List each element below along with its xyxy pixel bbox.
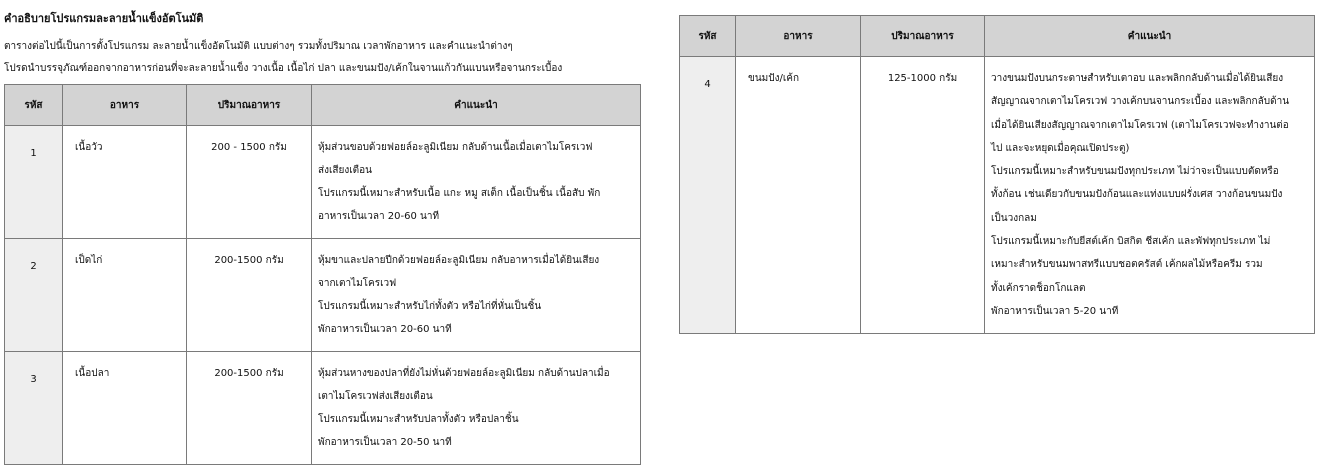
intro-line-2: โปรดนำบรรจุภัณฑ์ออกจากอาหารก่อนที่จะละลายน้ำแข็ง วางเนื้อ เนื้อไก่ ปลา และขนมปัง/เค้กในจานแก้วกันแบนหรือจานกระเบื้อง	[4, 63, 563, 74]
row-amount: 200-1500 กรัม	[187, 352, 312, 465]
section-heading: คำอธิบายโปรแกรมละลายน้ำแข็งอัตโนมัติ	[4, 12, 204, 25]
table-row	[5, 352, 641, 465]
header-food: อาหาร	[736, 16, 861, 57]
defrost-table-left	[4, 84, 641, 465]
row-amount: 200 - 1500 กรัม	[187, 126, 312, 239]
defrost-table-right	[679, 15, 1315, 334]
instruction-line: เหมาะสำหรับขนมพาสทรีแบบชอตครัสต์ เค้กผลไม้หรือครีม รวม	[991, 259, 1263, 271]
instruction-line: พักอาหารเป็นเวลา 20-50 นาที	[318, 437, 452, 448]
instruction-line: พักอาหารเป็นเวลา 20-60 นาที	[318, 324, 452, 335]
table-row	[680, 57, 1315, 334]
row-code: 2	[5, 239, 63, 352]
row-amount: 125-1000 กรัม	[861, 57, 985, 334]
instruction-line: ไป และจะหยุดเมื่อคุณเปิดประตู)	[991, 142, 1130, 154]
table-header-row	[680, 16, 1315, 57]
row-instructions	[985, 57, 1315, 334]
instruction-line: ทั้งเค้กราดช็อกโกแลต	[991, 282, 1086, 294]
instruction-line: เป็นวงกลม	[991, 212, 1037, 224]
row-food: เนื้อปลา	[63, 352, 187, 465]
row-instructions	[312, 239, 641, 352]
instruction-line: หุ้มส่วนขอบด้วยฟอยล์อะลูมิเนียม กลับด้านเนื้อเมื่อเตาไมโครเวฟ	[318, 142, 593, 153]
header-amount: ปริมาณอาหาร	[187, 85, 312, 126]
header-amount: ปริมาณอาหาร	[861, 16, 985, 57]
instruction-line: ส่งเสียงเตือน	[318, 165, 373, 176]
header-food: อาหาร	[63, 85, 187, 126]
instruction-line: โปรแกรมนี้เหมาะสำหรับปลาทั้งตัว หรือปลาชิ้น	[318, 414, 519, 425]
row-food: ขนมปัง/เค้ก	[736, 57, 861, 334]
table-row	[5, 239, 641, 352]
instruction-line: วางขนมปังบนกระดาษสำหรับเตาอบ และพลิกกลับด้านเมื่อได้ยินเสียง	[991, 73, 1284, 84]
instruction-line: หุ้มส่วนหางของปลาที่ยังไม่หั่นด้วยฟอยล์อะลูมิเนียม กลับด้านปลาเมื่อ	[318, 368, 610, 379]
header-instructions: คำแนะนำ	[985, 16, 1315, 57]
row-code: 4	[680, 57, 736, 334]
header-instructions: คำแนะนำ	[312, 85, 641, 126]
instruction-line: เตาไมโครเวฟส่งเสียงเตือน	[318, 391, 433, 402]
instruction-line: อาหารเป็นเวลา 20-60 นาที	[318, 211, 440, 222]
right-column	[679, 15, 1314, 334]
intro-line-1: ตารางต่อไปนี้เป็นการตั้งโปรแกรม ละลายน้ำแข็งอัตโนมัติ แบบต่างๆ รวมทั้งปริมาณ เวลาพักอาหาร และคำแนะนำต่างๆ	[4, 41, 513, 52]
row-code: 1	[5, 126, 63, 239]
instruction-line: จากเตาไมโครเวฟ	[318, 278, 397, 289]
row-amount: 200-1500 กรัม	[187, 239, 312, 352]
header-code: รหัส	[5, 85, 63, 126]
row-food: เนื้อวัว	[63, 126, 187, 239]
row-food: เป็ดไก่	[63, 239, 187, 352]
instruction-line: โปรแกรมนี้เหมาะสำหรับเนื้อ แกะ หมู สเต็ก เนื้อเป็นชิ้น เนื้อสับ พัก	[318, 188, 601, 199]
table-header-row	[5, 85, 641, 126]
left-column	[4, 12, 640, 465]
instruction-line: โปรแกรมนี้เหมาะสำหรับขนมปังทุกประเภท ไม่ว่าจะเป็นแบบตัดหรือ	[991, 166, 1279, 178]
row-code: 3	[5, 352, 63, 465]
instruction-line: ทั้งก้อน เช่นเดียวกับขนมปังก้อนและแท่งแบบฝรั่งเศส วางก้อนขนมปัง	[991, 189, 1283, 201]
instruction-line: พักอาหารเป็นเวลา 5-20 นาที	[991, 305, 1119, 317]
instruction-line: โปรแกรมนี้เหมาะกับยีสต์เค้ก บิสกิต ชีสเค้ก และพัฟทุกประเภท ไม่	[991, 236, 1271, 248]
instruction-line: เมื่อได้ยินเสียงสัญญาณจากเตาไมโครเวฟ (เตาไมโครเวฟจะทำงานต่อ	[991, 119, 1289, 131]
instruction-line: โปรแกรมนี้เหมาะสำหรับไก่ทั้งตัว หรือไก่ที่หั่นเป็นชิ้น	[318, 301, 542, 312]
table-row	[5, 126, 641, 239]
row-instructions	[312, 352, 641, 465]
row-instructions	[312, 126, 641, 239]
instruction-line: หุ้มขาและปลายปีกด้วยฟอยล์อะลูมิเนียม กลับอาหารเมื่อได้ยินเสียง	[318, 255, 600, 266]
header-code: รหัส	[680, 16, 736, 57]
instruction-line: สัญญาณจากเตาไมโครเวฟ วางเค้กบนจานกระเบื้อง และพลิกกลับด้าน	[991, 96, 1290, 108]
